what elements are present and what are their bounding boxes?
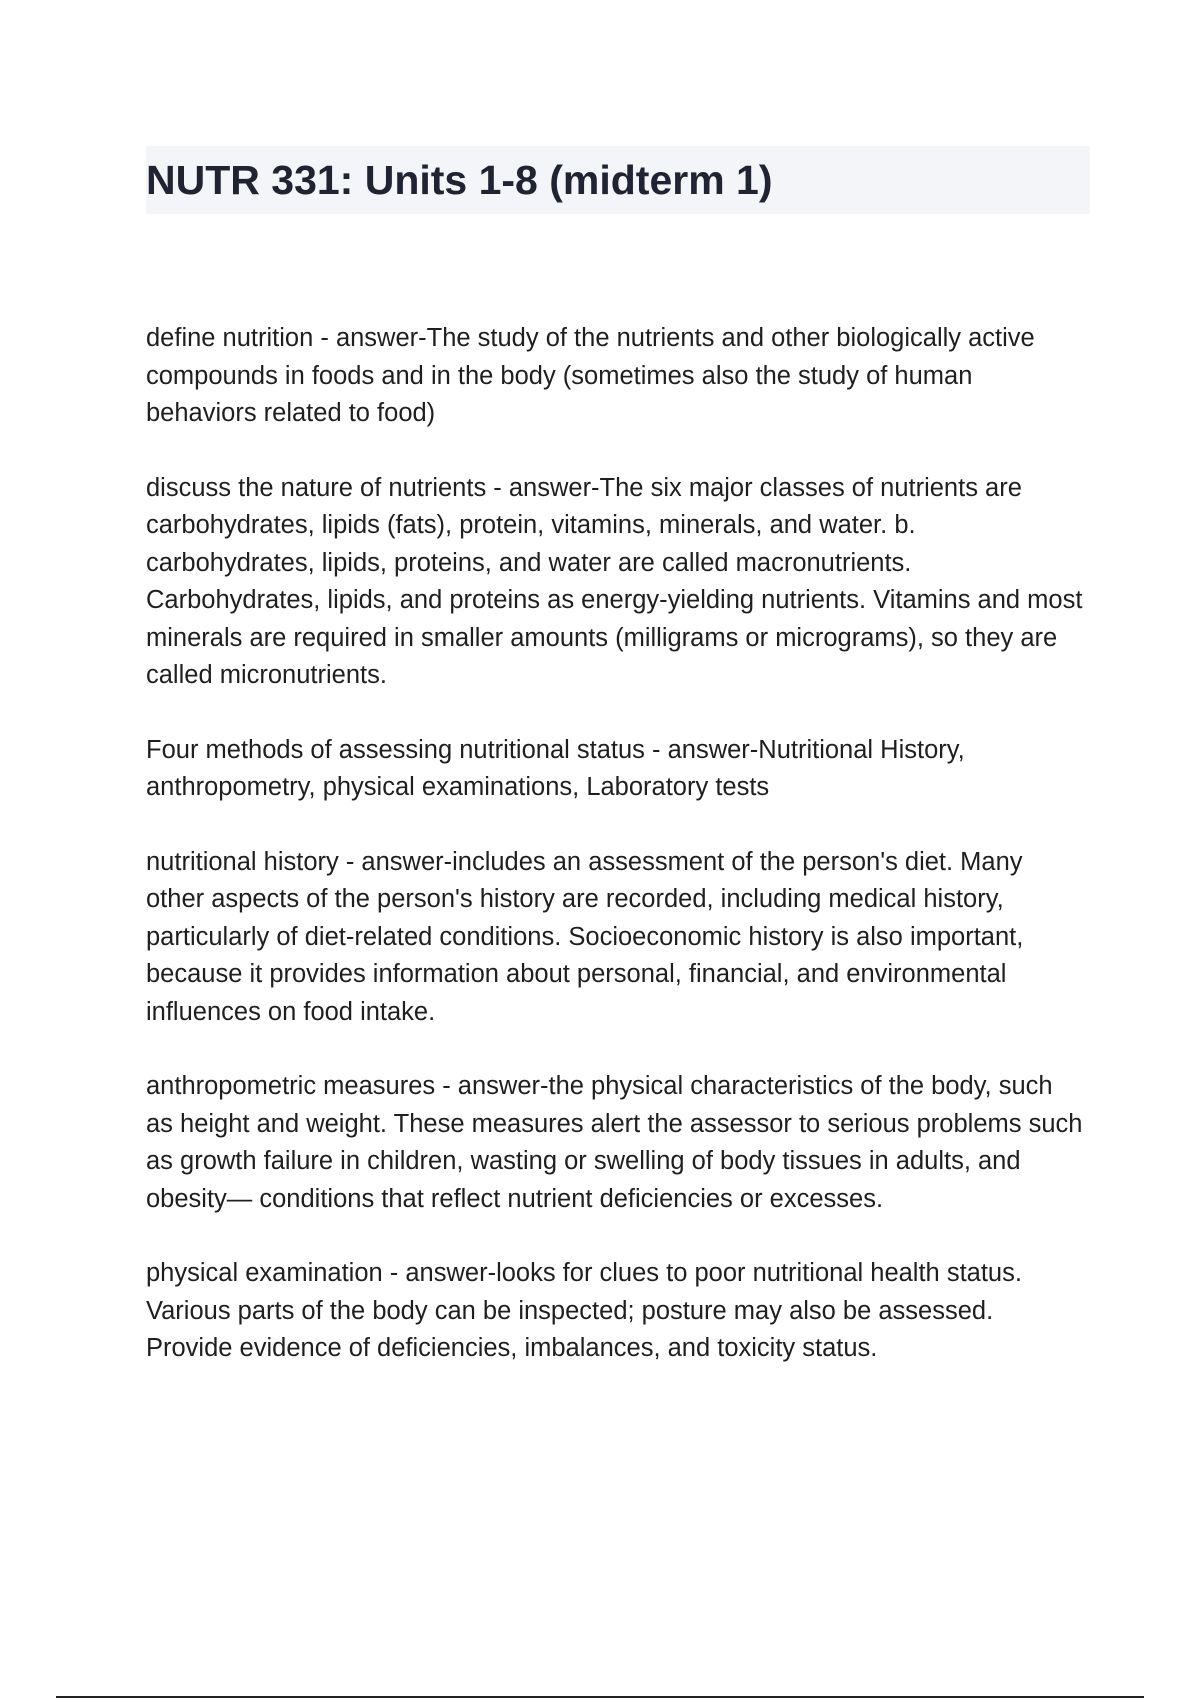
entry-anthropometric-measures: anthropometric measures - answer-the physical characteristics of the body, such as height and weight. These measures alert the assessor to serious problems such as growth failure in children, wasting or swelling of body tissues in adults, and obesity— conditions that reflect nutrient deficiencies or excesses. bbox=[146, 1072, 1083, 1213]
title-banner bbox=[146, 146, 1090, 214]
entry-assessment-methods: Four methods of assessing nutritional status - answer-Nutritional History, anthropometry, physical examinations, Laboratory tests bbox=[146, 735, 965, 801]
entry-define-nutrition: define nutrition - answer-The study of the nutrients and other biologically active compounds in foods and in the body (sometimes also the study of human behaviors related to food) bbox=[146, 324, 1035, 427]
page-bottom-divider bbox=[56, 1696, 1144, 1698]
entry-nature-of-nutrients: discuss the nature of nutrients - answer-The six major classes of nutrients are carbohydrates, lipids (fats), protein, vitamins, minerals, and water. b. carbohydrates, lipids, proteins, and water are called macronutrients. Carbohydrates, lipids, and proteins as energy-yielding nutrients. Vitamins and most minerals are required in smaller amounts (milligrams or micrograms), so they are called micronutrients. bbox=[146, 473, 1083, 689]
entry-nutritional-history: nutritional history - answer-includes an assessment of the person's diet. Many other aspects of the person's history are recorded, including medical history, particularly of diet-related conditions. Socioeconomic history is also important, because it provides information about personal, financial, and environmental influences on food intake. bbox=[146, 847, 1024, 1026]
entry-physical-examination: physical examination - answer-looks for clues to poor nutritional health status. Various parts of the body can be inspected; posture may also be assessed. Provide evidence of deficiencies, imbalances, and toxicity status. bbox=[146, 1259, 1022, 1362]
page-title: NUTR 331: Units 1-8 (midterm 1) bbox=[146, 157, 773, 203]
flashcard-list bbox=[146, 320, 1086, 1405]
